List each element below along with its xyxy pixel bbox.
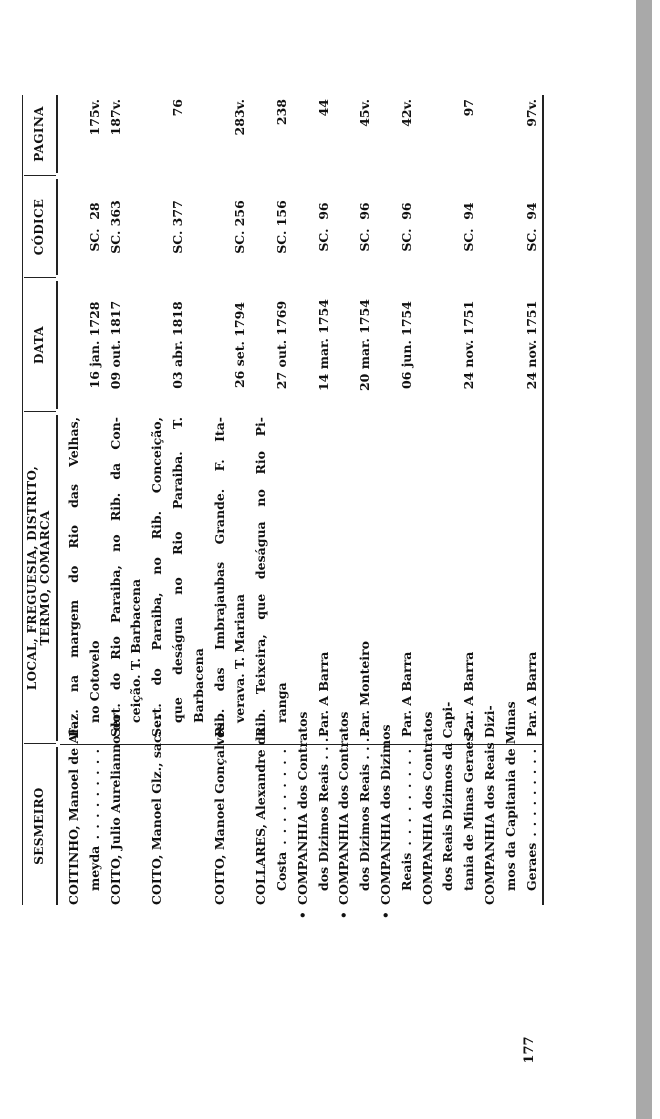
- codice-cell: [376, 179, 418, 275]
- local-line: Par. A Barra: [523, 651, 539, 737]
- local-line: Sert. do Rio Paraiba, no Rib. da Con-: [107, 417, 123, 737]
- table-row: [334, 95, 376, 919]
- sesmeiro-line: COITO, Julio Aurelianno do: [107, 714, 123, 905]
- date-cell-text: 24 nov. 1751: [523, 300, 539, 390]
- sesmeiro-line: COITO, Manoel Glz., sac. . .: [149, 713, 165, 905]
- pagina-cell: [376, 99, 418, 173]
- header-local-line1: LOCAL, FREGUESIA, DISTRITO,: [25, 465, 39, 691]
- local-line: ranga: [273, 682, 289, 723]
- codice-cell: [480, 179, 542, 275]
- pagina-cell: [480, 99, 542, 173]
- local-line: Par. A Barra: [461, 651, 477, 737]
- date-cell-text: 20 mar. 1754: [357, 299, 373, 392]
- header-divider: [24, 175, 56, 176]
- sesmeiro-line: COLLARES, Alexandre da: [253, 728, 269, 905]
- pagina-cell-text: 97v.: [523, 99, 539, 127]
- page-number: 177: [522, 1036, 537, 1064]
- sesmeiro-line: Geraes . . . . . . . . .: [523, 749, 539, 891]
- table-row: [64, 95, 106, 905]
- codice-cell: [418, 179, 480, 275]
- sesmeiro-cell: [147, 713, 209, 905]
- sesmeiro-cell: [418, 701, 480, 905]
- sesmeiro-cell: [210, 714, 252, 905]
- sesmeiro-cell: [106, 714, 148, 905]
- codice-cell: [251, 179, 293, 275]
- codice-cell: [147, 179, 209, 275]
- local-line: Rib. Teixeira, que deságua no Rio Pi-: [253, 417, 269, 737]
- date-cell-text: 03 abr. 1818: [169, 301, 185, 389]
- local-cell: [376, 417, 418, 737]
- date-cell: [106, 281, 148, 409]
- table-row: [251, 95, 293, 905]
- sesmeiro-cell: [376, 724, 418, 905]
- sesmeiro-line: COMPANHIA dos Contratos: [294, 711, 310, 905]
- local-cell: [106, 417, 148, 737]
- sesmeiro-cell: [251, 728, 293, 905]
- codice-cell-text: SC. 96: [357, 202, 373, 252]
- sesmeiro-line: COITINHO, Manoel de Al-: [66, 723, 81, 905]
- date-cell: [293, 281, 335, 409]
- local-line: verava. T. Mariana: [232, 594, 248, 723]
- table-bottom-rule: [542, 95, 544, 905]
- pagina-cell-text: 76: [169, 99, 185, 117]
- codice-cell-text: SC. 377: [169, 200, 185, 254]
- codice-cell-text: SC. 156: [273, 200, 289, 254]
- table-header: [22, 95, 60, 905]
- pagina-cell: [147, 99, 209, 173]
- local-cell: [147, 417, 209, 737]
- local-line: Par. Monteiro: [357, 641, 373, 737]
- date-cell-text: 24 nov. 1751: [461, 300, 477, 390]
- header-divider: [24, 411, 56, 412]
- local-line: que deságua no Rio Paraiba. T.: [169, 417, 185, 723]
- codice-cell: [106, 179, 148, 275]
- sesmeiro-line: meyda . . . . . . . . .: [86, 749, 102, 891]
- local-cell: [210, 417, 252, 737]
- local-line: Barbacena: [190, 648, 206, 723]
- local-cell: [64, 417, 106, 737]
- table-row: [418, 95, 480, 905]
- pagina-cell: [106, 99, 148, 173]
- rotated-table: [22, 95, 544, 919]
- sesmeiro-cell: [293, 711, 335, 905]
- codice-cell: [210, 179, 252, 275]
- local-cell: [334, 417, 376, 737]
- pagina-cell-text: 42v.: [398, 99, 414, 127]
- scan-edge: [636, 0, 652, 1119]
- date-cell-text: 16 jan. 1728: [86, 301, 102, 389]
- codice-cell: [64, 179, 106, 275]
- date-cell: [210, 281, 252, 409]
- table-row: [106, 95, 148, 905]
- table-body: [64, 95, 542, 919]
- sesmeiro-cell: [64, 723, 106, 905]
- date-cell-text: 27 out. 1769: [273, 300, 289, 390]
- header-divider: [24, 277, 56, 278]
- date-cell: [376, 281, 418, 409]
- bullet-marker: •: [378, 911, 393, 919]
- pagina-cell: [64, 99, 106, 173]
- pagina-cell-text: 45v.: [357, 99, 373, 127]
- sesmeiro-line: dos Dizimos Reais . . . .: [315, 729, 331, 891]
- table-row: [293, 95, 335, 919]
- sesmeiro-line: COMPANHIA dos Contratos: [419, 711, 435, 905]
- sesmeiro-line: COITO, Manoel Gonçalves .: [211, 714, 227, 905]
- date-cell: [64, 281, 106, 409]
- local-line: Par. A Barra: [315, 651, 331, 737]
- header-local-line2: TERMO, COMARCA: [38, 510, 52, 646]
- header-data: DATA: [22, 281, 58, 409]
- header-sesmeiro: SESMEIRO: [22, 747, 58, 905]
- local-line: ceição. T. Barbacena: [128, 578, 144, 723]
- codice-cell-text: SC. 94: [523, 202, 539, 252]
- date-cell: [334, 281, 376, 409]
- date-cell-text: 26 set. 1794: [232, 302, 248, 389]
- sesmeiro-line: dos Reais Dizimos da Capi-: [440, 701, 456, 891]
- codice-cell-text: SC. 96: [315, 202, 331, 252]
- table-row: [480, 95, 542, 905]
- table-row: [210, 95, 252, 905]
- header-local: [22, 415, 58, 741]
- pagina-cell: [418, 99, 480, 173]
- codice-cell-text: SC. 363: [107, 200, 123, 254]
- table-row: [376, 95, 418, 919]
- local-line: Par. A Barra: [398, 651, 414, 737]
- codice-cell-text: SC. 256: [232, 200, 248, 254]
- pagina-cell-text: 283v.: [232, 99, 248, 136]
- sesmeiro-line: Costa . . . . . . . . .: [273, 749, 289, 891]
- date-cell: [418, 281, 480, 409]
- header-codice: CÓDICE: [22, 179, 58, 275]
- local-line: Rib. das Imbrajaubas Grande. F. Ita-: [211, 417, 227, 737]
- sesmeiro-line: COMPANHIA dos Dizimos: [377, 724, 393, 905]
- local-line: Sert. do Paraiba, no Rib. Conceição,: [149, 417, 165, 737]
- local-cell: [251, 417, 293, 737]
- codice-cell: [293, 179, 335, 275]
- sesmeiro-line: Reais . . . . . . . . .: [398, 749, 414, 891]
- pagina-cell: [293, 99, 335, 173]
- date-cell: [251, 281, 293, 409]
- date-cell-text: 06 jun. 1754: [398, 301, 414, 389]
- local-cell: [293, 417, 335, 737]
- local-line: Faz. na margem do Rio das Velhas,: [66, 417, 81, 737]
- codice-cell-text: SC. 94: [461, 202, 477, 252]
- codice-cell-text: SC. 96: [398, 202, 414, 252]
- local-cell: [418, 417, 480, 737]
- codice-cell-text: SC. 28: [86, 202, 102, 252]
- date-cell-text: 09 out. 1817: [107, 300, 123, 390]
- sesmeiro-cell: [334, 711, 376, 905]
- pagina-cell-text: 187v.: [107, 99, 123, 136]
- sesmeiro-line: COMPANHIA dos Contratos: [336, 711, 352, 905]
- sesmeiro-line: COMPANHIA dos Reais Dizi-: [481, 705, 497, 905]
- pagina-cell-text: 44: [315, 99, 331, 117]
- bullet-marker: •: [295, 911, 310, 919]
- date-cell: [480, 281, 542, 409]
- sesmeiro-line: tania de Minas Geraes . .: [461, 716, 477, 891]
- codice-cell: [334, 179, 376, 275]
- sesmeiro-cell: [480, 701, 542, 905]
- pagina-cell-text: 175v.: [86, 99, 102, 136]
- sesmeiro-line: dos Dizimos Reais . . . .: [357, 729, 373, 891]
- date-cell-text: 14 mar. 1754: [315, 299, 331, 392]
- pagina-cell-text: 238: [273, 99, 289, 126]
- bullet-marker: •: [337, 911, 352, 919]
- local-cell: [480, 417, 542, 737]
- local-line: no Cotovelo: [86, 640, 102, 723]
- pagina-cell: [210, 99, 252, 173]
- pagina-cell-text: 97: [461, 99, 477, 117]
- header-divider: [24, 743, 56, 744]
- date-cell: [147, 281, 209, 409]
- pagina-cell: [334, 99, 376, 173]
- pagina-cell: [251, 99, 293, 173]
- table-row: [147, 95, 209, 905]
- header-pagina: PAGINA: [22, 95, 58, 173]
- sesmeiro-line: mos da Capitania de Minas: [502, 701, 518, 891]
